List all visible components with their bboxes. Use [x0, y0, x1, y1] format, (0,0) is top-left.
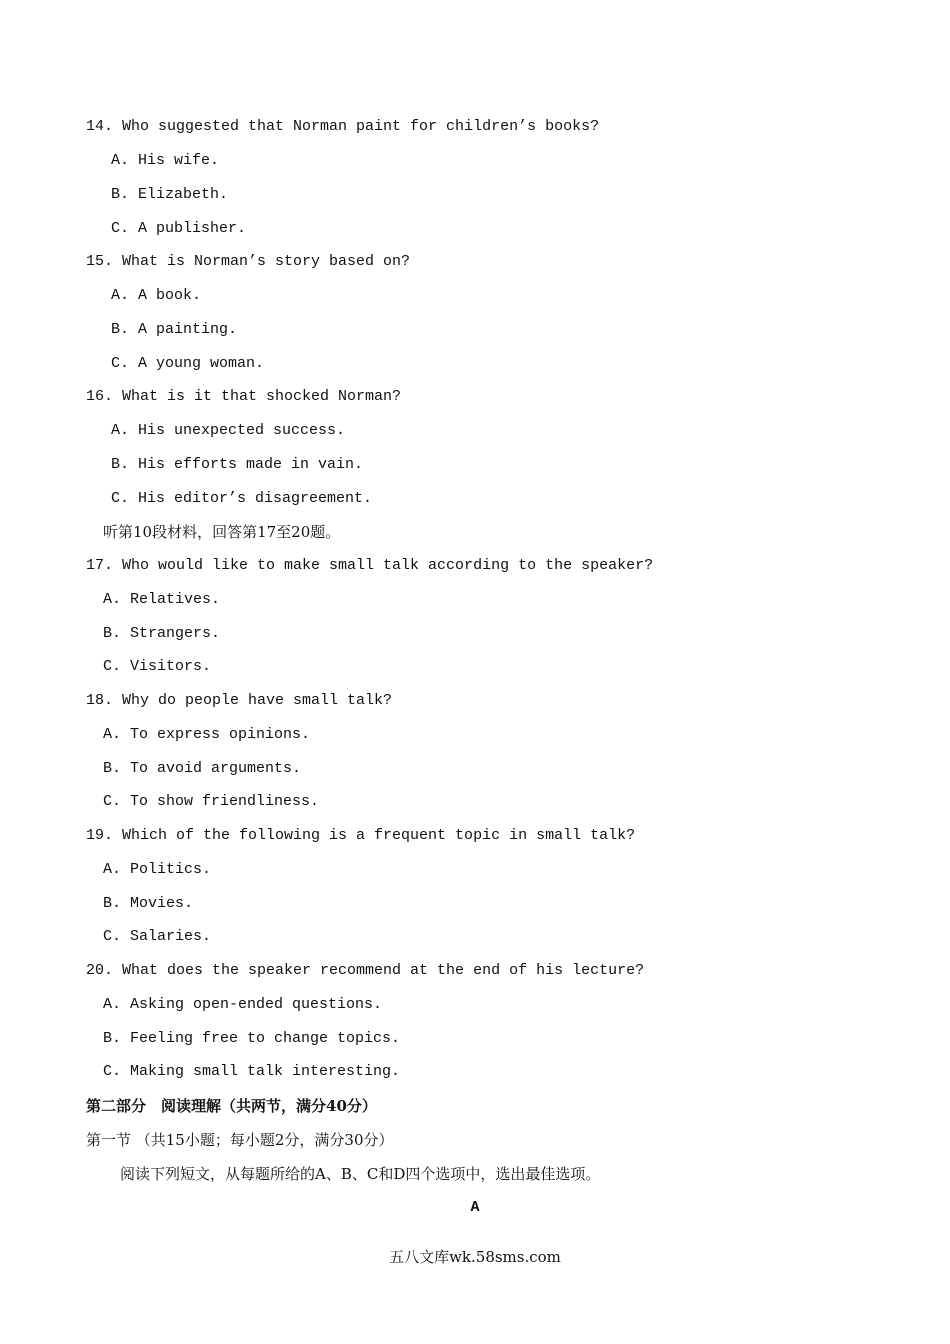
section-one-heading: 第一节 （共15小题；每小题2分，满分30分）	[86, 1131, 394, 1149]
option-15-a: A. A book.	[111, 287, 202, 304]
question-19: 19. Which of the following is a frequent topic in small talk?	[86, 827, 636, 844]
option-14-a: A. His wife.	[111, 152, 220, 169]
option-17-c: C. Visitors.	[103, 658, 212, 675]
option-20-b: B. Feeling free to change topics.	[103, 1030, 401, 1047]
listening-instruction: 听第10段材料，回答第17至20题。	[103, 523, 341, 541]
question-17: 17. Who would like to make small talk according to the speaker?	[86, 557, 654, 574]
option-15-b: B. A painting.	[111, 321, 238, 338]
option-20-a: A. Asking open-ended questions.	[103, 996, 383, 1013]
reading-instruction: 阅读下列短文，从每题所给的A、B、C和D四个选项中，选出最佳选项。	[120, 1165, 601, 1183]
option-14-c: C. A publisher.	[111, 220, 247, 237]
question-14: 14. Who suggested that Norman paint for children’s books?	[86, 118, 600, 135]
part-two-title: 第二部分 阅读理解（共两节，满分40分）	[86, 1097, 377, 1115]
option-17-b: B. Strangers.	[103, 625, 221, 642]
option-17-a: A. Relatives.	[103, 591, 221, 608]
option-18-c: C. To show friendliness.	[103, 793, 320, 810]
option-19-a: A. Politics.	[103, 861, 212, 878]
option-18-b: B. To avoid arguments.	[103, 760, 302, 777]
question-16: 16. What is it that shocked Norman?	[86, 388, 402, 405]
option-15-c: C. A young woman.	[111, 355, 265, 372]
footer-watermark: 五八文库wk.58sms.com	[389, 1248, 561, 1266]
option-19-c: C. Salaries.	[103, 928, 212, 945]
passage-label: A	[470, 1199, 480, 1216]
option-19-b: B. Movies.	[103, 895, 194, 912]
option-16-c: C. His editor’s disagreement.	[111, 490, 373, 507]
option-16-a: A. His unexpected success.	[111, 422, 346, 439]
option-14-b: B. Elizabeth.	[111, 186, 229, 203]
question-20: 20. What does the speaker recommend at the end of his lecture?	[86, 962, 645, 979]
option-20-c: C. Making small talk interesting.	[103, 1063, 401, 1080]
option-18-a: A. To express opinions.	[103, 726, 311, 743]
question-15: 15. What is Norman’s story based on?	[86, 253, 411, 270]
option-16-b: B. His efforts made in vain.	[111, 456, 364, 473]
question-18: 18. Why do people have small talk?	[86, 692, 393, 709]
